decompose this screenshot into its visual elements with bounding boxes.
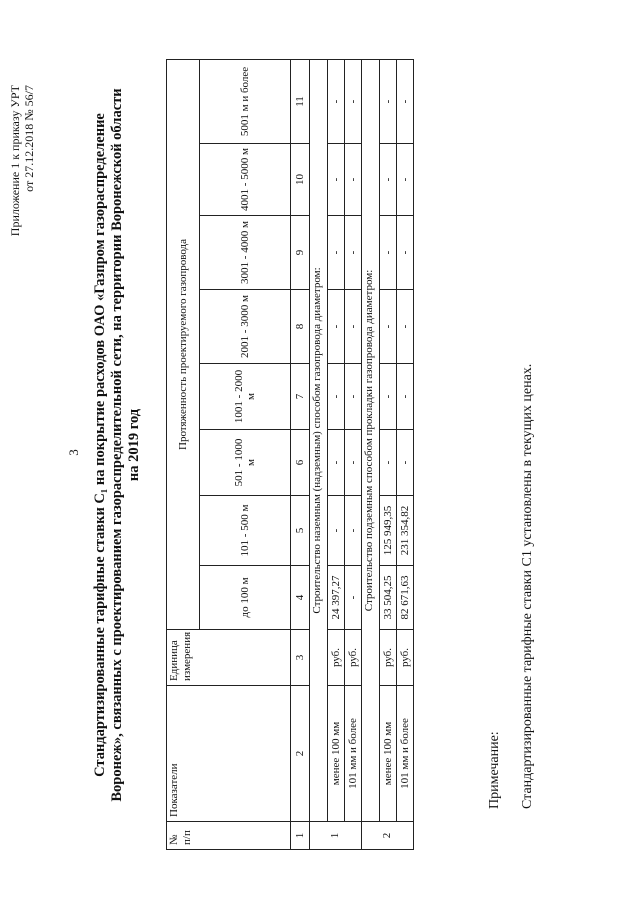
value-cell: - (345, 59, 362, 143)
document-title (92, 45, 143, 845)
title-line-3: на 2019 год (126, 408, 142, 482)
value-cell: - (345, 216, 362, 290)
appendix-line-2: от 27.12.2018 № 56/7 (22, 85, 36, 192)
section-title: Строительство наземным (надземным) способом газопровода диаметром: (310, 59, 328, 821)
unit-cell: руб. (328, 630, 345, 686)
header-length: 501 - 1000 м (200, 430, 291, 496)
unit-cell: руб. (380, 630, 397, 686)
value-cell: - (397, 59, 414, 143)
value-cell: - (380, 216, 397, 290)
value-cell: - (397, 144, 414, 216)
value-cell: - (380, 364, 397, 430)
value-cell: - (397, 290, 414, 364)
column-number: 4 (291, 566, 310, 630)
header-num: № п/п (167, 822, 291, 850)
indicator-cell: 101 мм и более (397, 686, 414, 822)
note-text: Стандартизированные тарифные ставки С1 установлены в текущих ценах. (520, 363, 535, 809)
title-line-2: Воронеж», связанных с проектированием газораспределительной сети, на территории Воронежской области (109, 88, 125, 802)
header-length: 3001 - 4000 м (200, 216, 291, 290)
column-number-row (291, 59, 310, 849)
value-cell: - (328, 59, 345, 143)
header-unit: Единица измерения (167, 630, 291, 686)
column-number: 9 (291, 216, 310, 290)
section-title: Строительство подземным способом прокладки газопровода диаметром: (362, 59, 380, 821)
column-number: 6 (291, 430, 310, 496)
value-cell: - (380, 144, 397, 216)
indicator-cell: менее 100 мм (380, 686, 397, 822)
page-number: 3 (66, 449, 81, 456)
unit-cell: руб. (397, 630, 414, 686)
header-indicators: Показатели (167, 686, 291, 822)
indicator-cell: менее 100 мм (328, 686, 345, 822)
note-label: Примечание: (487, 731, 502, 809)
header-length: 5001 м и более (200, 59, 291, 143)
value-cell: 231 354,82 (397, 496, 414, 566)
value-cell: - (328, 496, 345, 566)
value-cell: - (345, 290, 362, 364)
value-cell: - (328, 364, 345, 430)
value-cell: - (328, 216, 345, 290)
header-length: до 100 м (200, 566, 291, 630)
value-cell: - (345, 566, 362, 630)
value-cell: - (345, 430, 362, 496)
value-cell: - (345, 496, 362, 566)
section-number: 2 (362, 822, 414, 850)
unit-cell: руб. (345, 630, 362, 686)
title-line-1: Стандартизированные тарифные ставки С₁ на покрытие расходов ОАО «Газпром газораспределение (92, 113, 108, 777)
table-row (345, 59, 362, 849)
value-cell: - (380, 430, 397, 496)
section-row (310, 59, 328, 849)
header-length: 101 - 500 м (200, 496, 291, 566)
value-cell: - (397, 216, 414, 290)
tariff-rates-table (166, 59, 414, 850)
appendix-reference (8, 85, 36, 236)
column-number: 10 (291, 144, 310, 216)
header-length: 4001 - 5000 м (200, 144, 291, 216)
column-number: 1 (291, 822, 310, 850)
section-row (362, 59, 380, 849)
value-cell: 82 671,63 (397, 566, 414, 630)
table-row (380, 59, 397, 849)
indicator-cell: 101 мм и более (345, 686, 362, 822)
value-cell: 33 504,25 (380, 566, 397, 630)
table-row (328, 59, 345, 849)
column-number: 5 (291, 496, 310, 566)
value-cell: 125 949,35 (380, 496, 397, 566)
value-cell: - (328, 430, 345, 496)
value-cell: - (328, 144, 345, 216)
header-length-group: Протяженность проектируемого газопровода (167, 59, 200, 629)
value-cell: - (345, 364, 362, 430)
column-number: 8 (291, 290, 310, 364)
column-number: 11 (291, 59, 310, 143)
appendix-line-1: Приложение 1 к приказу УРТ (8, 85, 22, 237)
section-number: 1 (310, 822, 362, 850)
value-cell: - (397, 364, 414, 430)
header-length: 2001 - 3000 м (200, 290, 291, 364)
value-cell: - (328, 290, 345, 364)
column-number: 7 (291, 364, 310, 430)
value-cell: - (380, 290, 397, 364)
value-cell: 24 397,27 (328, 566, 345, 630)
value-cell: - (345, 144, 362, 216)
column-number: 2 (291, 686, 310, 822)
value-cell: - (380, 59, 397, 143)
header-length: 1001 - 2000 м (200, 364, 291, 430)
value-cell: - (397, 430, 414, 496)
column-number: 3 (291, 630, 310, 686)
table-row (397, 59, 414, 849)
